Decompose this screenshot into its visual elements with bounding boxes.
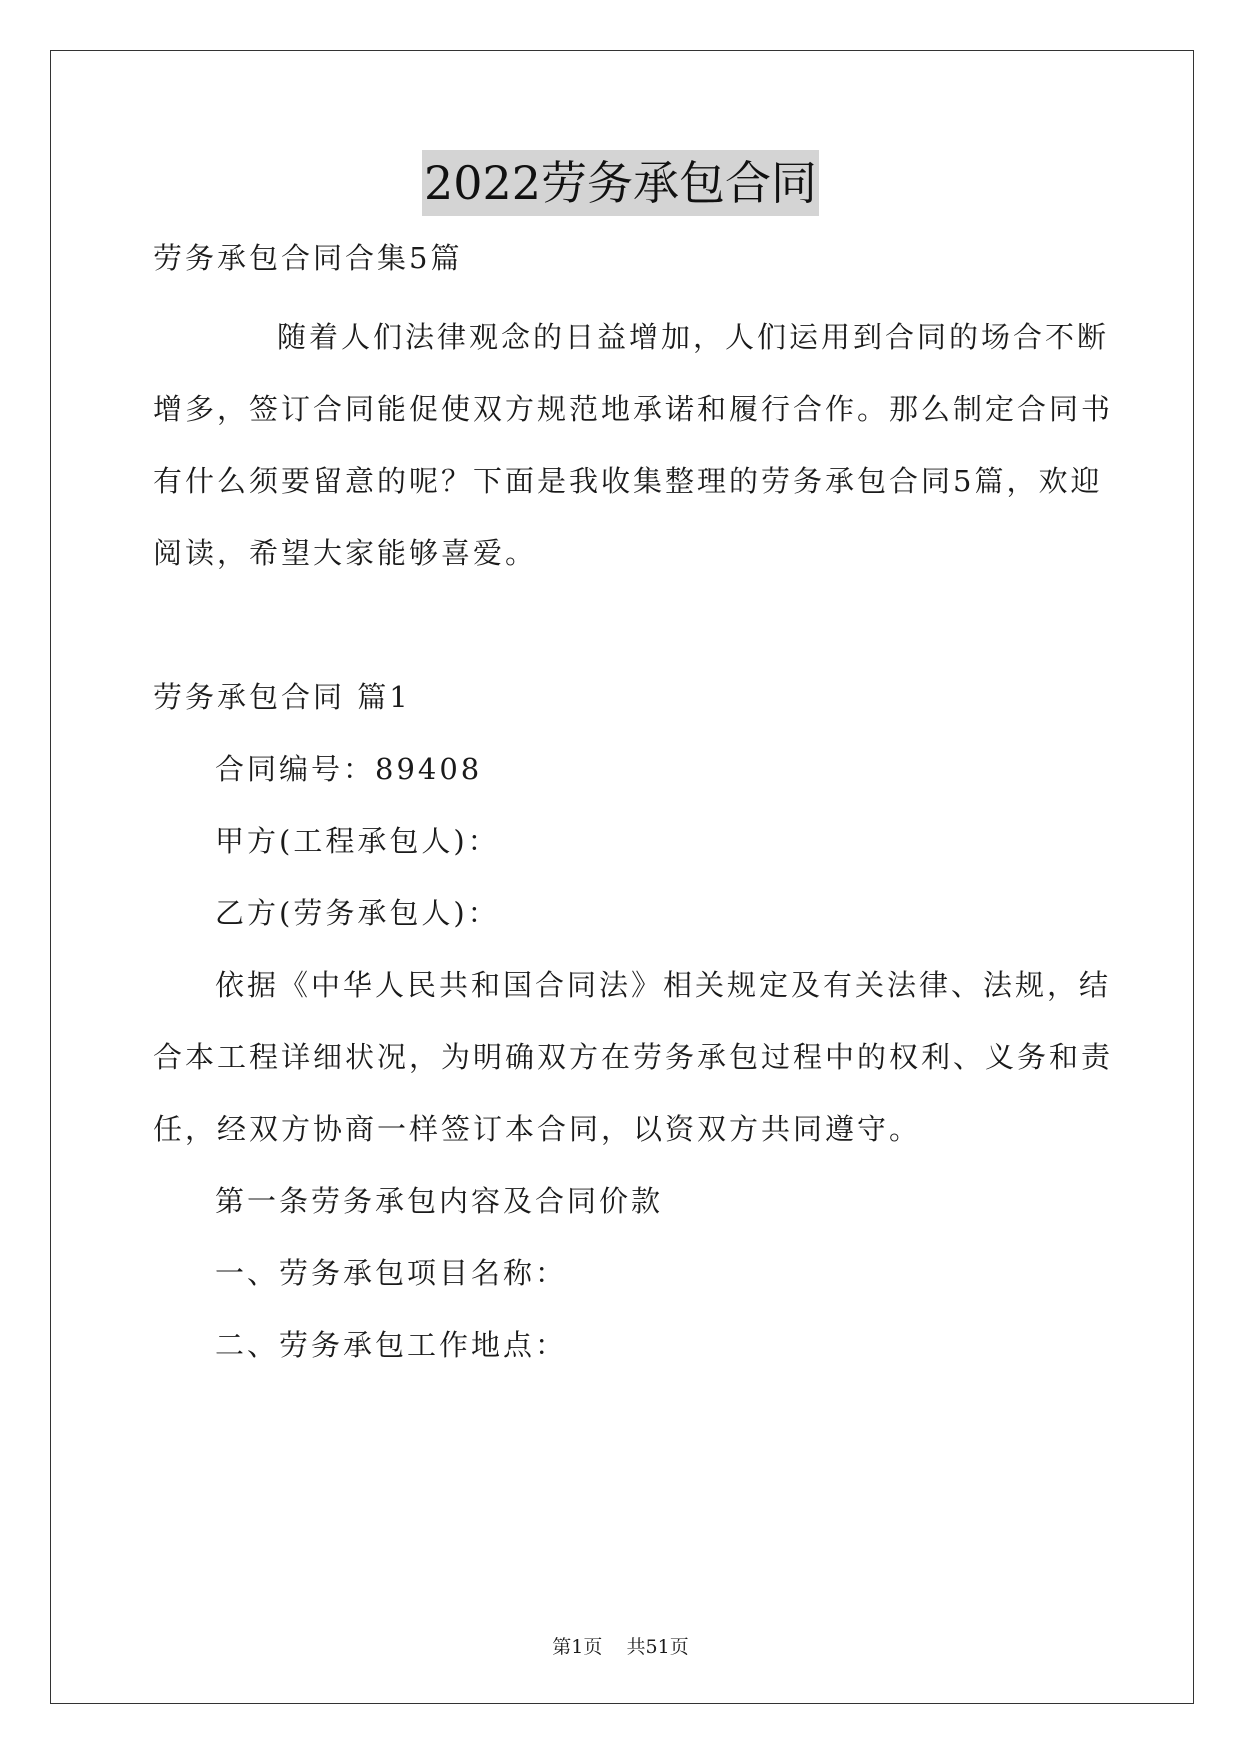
basis-line-1: 依据《中华人民共和国合同法》相关规定及有关法律、法规，结 — [215, 968, 1112, 1002]
party-b-label: 乙方(劳务承包人)： — [215, 896, 500, 930]
section-heading: 劳务承包合同 篇1 — [153, 680, 411, 714]
total-pages: 共51页 — [626, 1636, 689, 1658]
contract-number: 合同编号：89408 — [215, 752, 483, 786]
page-footer — [0, 1634, 1241, 1660]
article-1-heading: 第一条劳务承包内容及合同价款 — [215, 1184, 664, 1218]
document-title: 2022劳务承包合同 — [422, 150, 819, 216]
item-project-name: 一、劳务承包项目名称： — [215, 1256, 568, 1290]
intro-line-3: 有什么须要留意的呢？下面是我收集整理的劳务承包合同5篇，欢迎 — [153, 464, 1103, 498]
collection-subtitle: 劳务承包合同合集5篇 — [153, 241, 463, 275]
item-work-location: 二、劳务承包工作地点： — [215, 1328, 568, 1362]
basis-line-3: 任，经双方协商一样签订本合同，以资双方共同遵守。 — [153, 1112, 922, 1146]
page-border — [50, 50, 1194, 1704]
intro-line-4: 阅读，希望大家能够喜爱。 — [153, 536, 538, 570]
intro-line-2: 增多，签订合同能促使双方规范地承诺和履行合作。那么制定合同书 — [153, 392, 1114, 426]
title-container — [0, 150, 1241, 216]
party-a-label: 甲方(工程承包人)： — [215, 824, 500, 858]
page-number: 第1页 — [552, 1636, 603, 1658]
basis-line-2: 合本工程详细状况，为明确双方在劳务承包过程中的权利、义务和责 — [153, 1040, 1114, 1074]
intro-line-1: 随着人们法律观念的日益增加，人们运用到合同的场合不断 — [277, 320, 1110, 354]
